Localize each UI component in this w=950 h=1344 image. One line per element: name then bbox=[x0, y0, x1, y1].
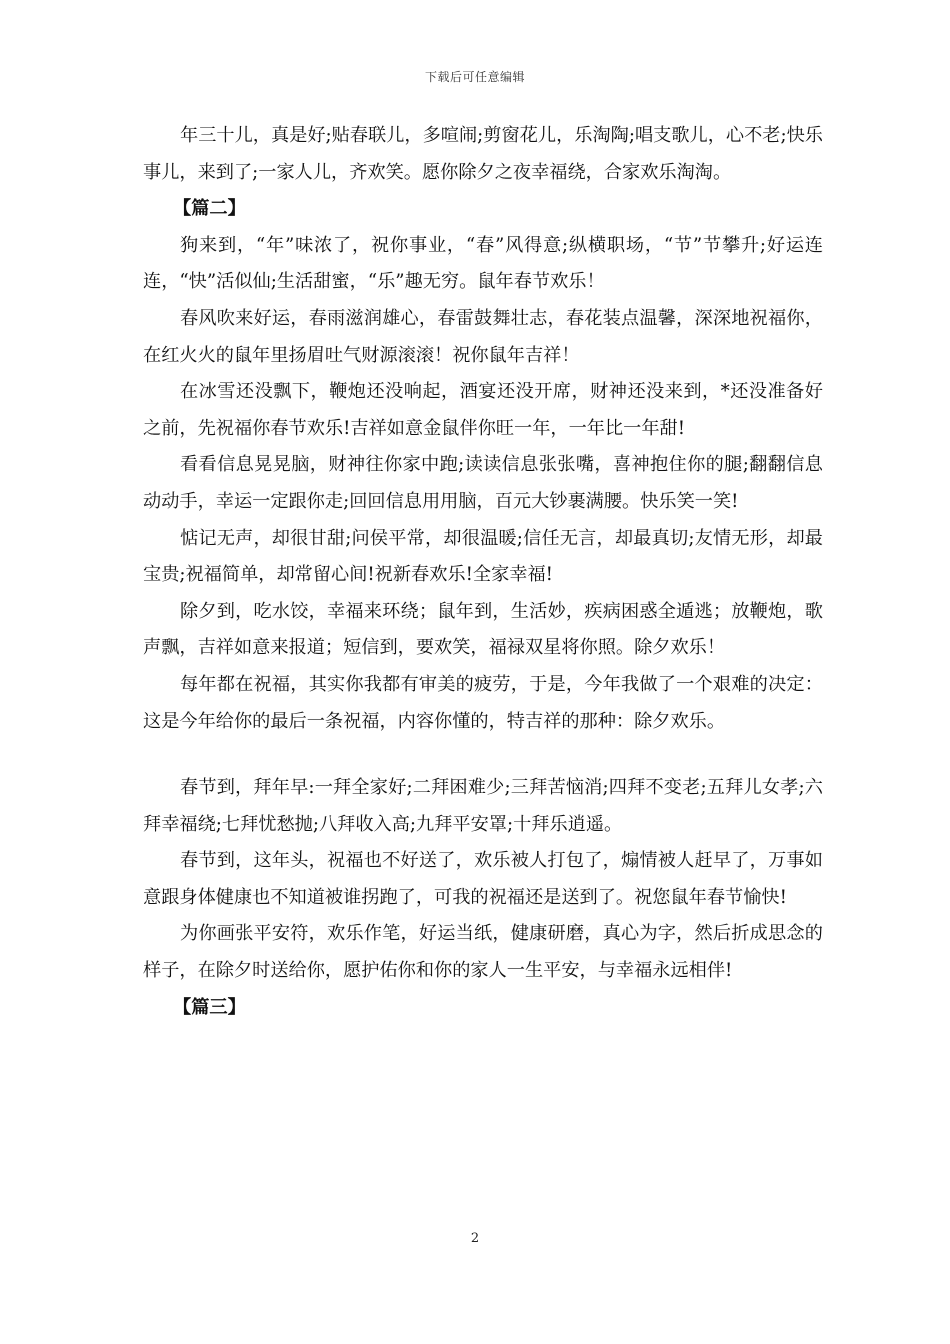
section-heading-part-three: 【篇三】 bbox=[173, 996, 246, 1018]
paragraph-spring-wind: 春风吹来好运，春雨滋润雄心，春雷鼓舞壮志，春花装点温馨，深深地祝福你，在红火火的鼠年里扬眉吐气财源滚滚！祝你鼠年吉祥！ bbox=[143, 307, 823, 366]
paragraph-new-year-eve: 年三十儿，真是好;贴春联儿，多喧闹;剪窗花儿，乐淘陶;唱支歌儿，心不老;快乐事儿，来到了;一家人儿，齐欢笑。愿你除夕之夜幸福绕，合家欢乐淘淘。 bbox=[143, 125, 823, 183]
paragraph-dumplings: 除夕到，吃水饺，幸福来环绕；鼠年到，生活妙，疾病困惑全遁逃；放鞭炮，歌声飘，吉祥如意来报道；短信到，要欢笑，福禄双星将你照。除夕欢乐！ bbox=[143, 600, 823, 659]
section-heading-part-two: 【篇二】 bbox=[173, 198, 246, 220]
paragraph-hard-to-send: 春节到，这年头，祝福也不好送了，欢乐被人打包了，煽情被人赶早了，万事如意跟身体健康也不知道被谁拐跑了，可我的祝福还是送到了。祝您鼠年春节愉快! bbox=[143, 850, 823, 908]
paragraph-read-message: 看看信息晃晃脑，财神往你家中跑;读读信息张张嘴，喜神抱住你的腿;翻翻信息动动手，幸运一定跟你走;回回信息用用脑，百元大钞裹满腰。快乐笑一笑! bbox=[143, 454, 823, 512]
paragraph-peace-charm: 为你画张平安符，欢乐作笔，好运当纸，健康研磨，真心为字，然后折成思念的样子，在除夕时送给你，愿护佑你和你的家人一生平安，与幸福永远相伴! bbox=[143, 923, 823, 982]
document-body bbox=[143, 118, 823, 1026]
paragraph-last-wish: 每年都在祝福，其实你我都有审美的疲劳，于是，今年我做了一个艰难的决定：这是今年给你的最后一条祝福，内容你懂的，特吉祥的那种：除夕欢乐。 bbox=[143, 673, 823, 732]
paragraph-dog-arrives: 狗来到，“年”味浓了，祝你事业，“春”风得意;纵横职场，“节”节攀升;好运连连，“快”活似仙;生活甜蜜，“乐”趣无穷。鼠年春节欢乐！ bbox=[143, 234, 823, 293]
page-header: 下载后可任意编辑 bbox=[424, 70, 525, 84]
paragraph-ten-bows: 春节到，拜年早:一拜全家好;二拜困难少;三拜苦恼消;四拜不变老;五拜儿女孝;六拜幸福绕;七拜忧愁抛;八拜收入高;九拜平安罩;十拜乐逍遥。 bbox=[143, 777, 823, 835]
page-number: 2 bbox=[470, 1231, 480, 1246]
paragraph-snow-firecrackers: 在冰雪还没飘下，鞭炮还没响起，酒宴还没开席，财神还没来到，*还没准备好之前，先祝福你春节欢乐!吉祥如意金鼠伴你旺一年，一年比一年甜! bbox=[143, 381, 823, 439]
paragraph-silent-care: 惦记无声，却很甘甜;问侯平常，却很温暖;信任无言，却最真切;友情无形，却最宝贵;祝福简单，却常留心间!祝新春欢乐!全家幸福! bbox=[143, 527, 823, 586]
